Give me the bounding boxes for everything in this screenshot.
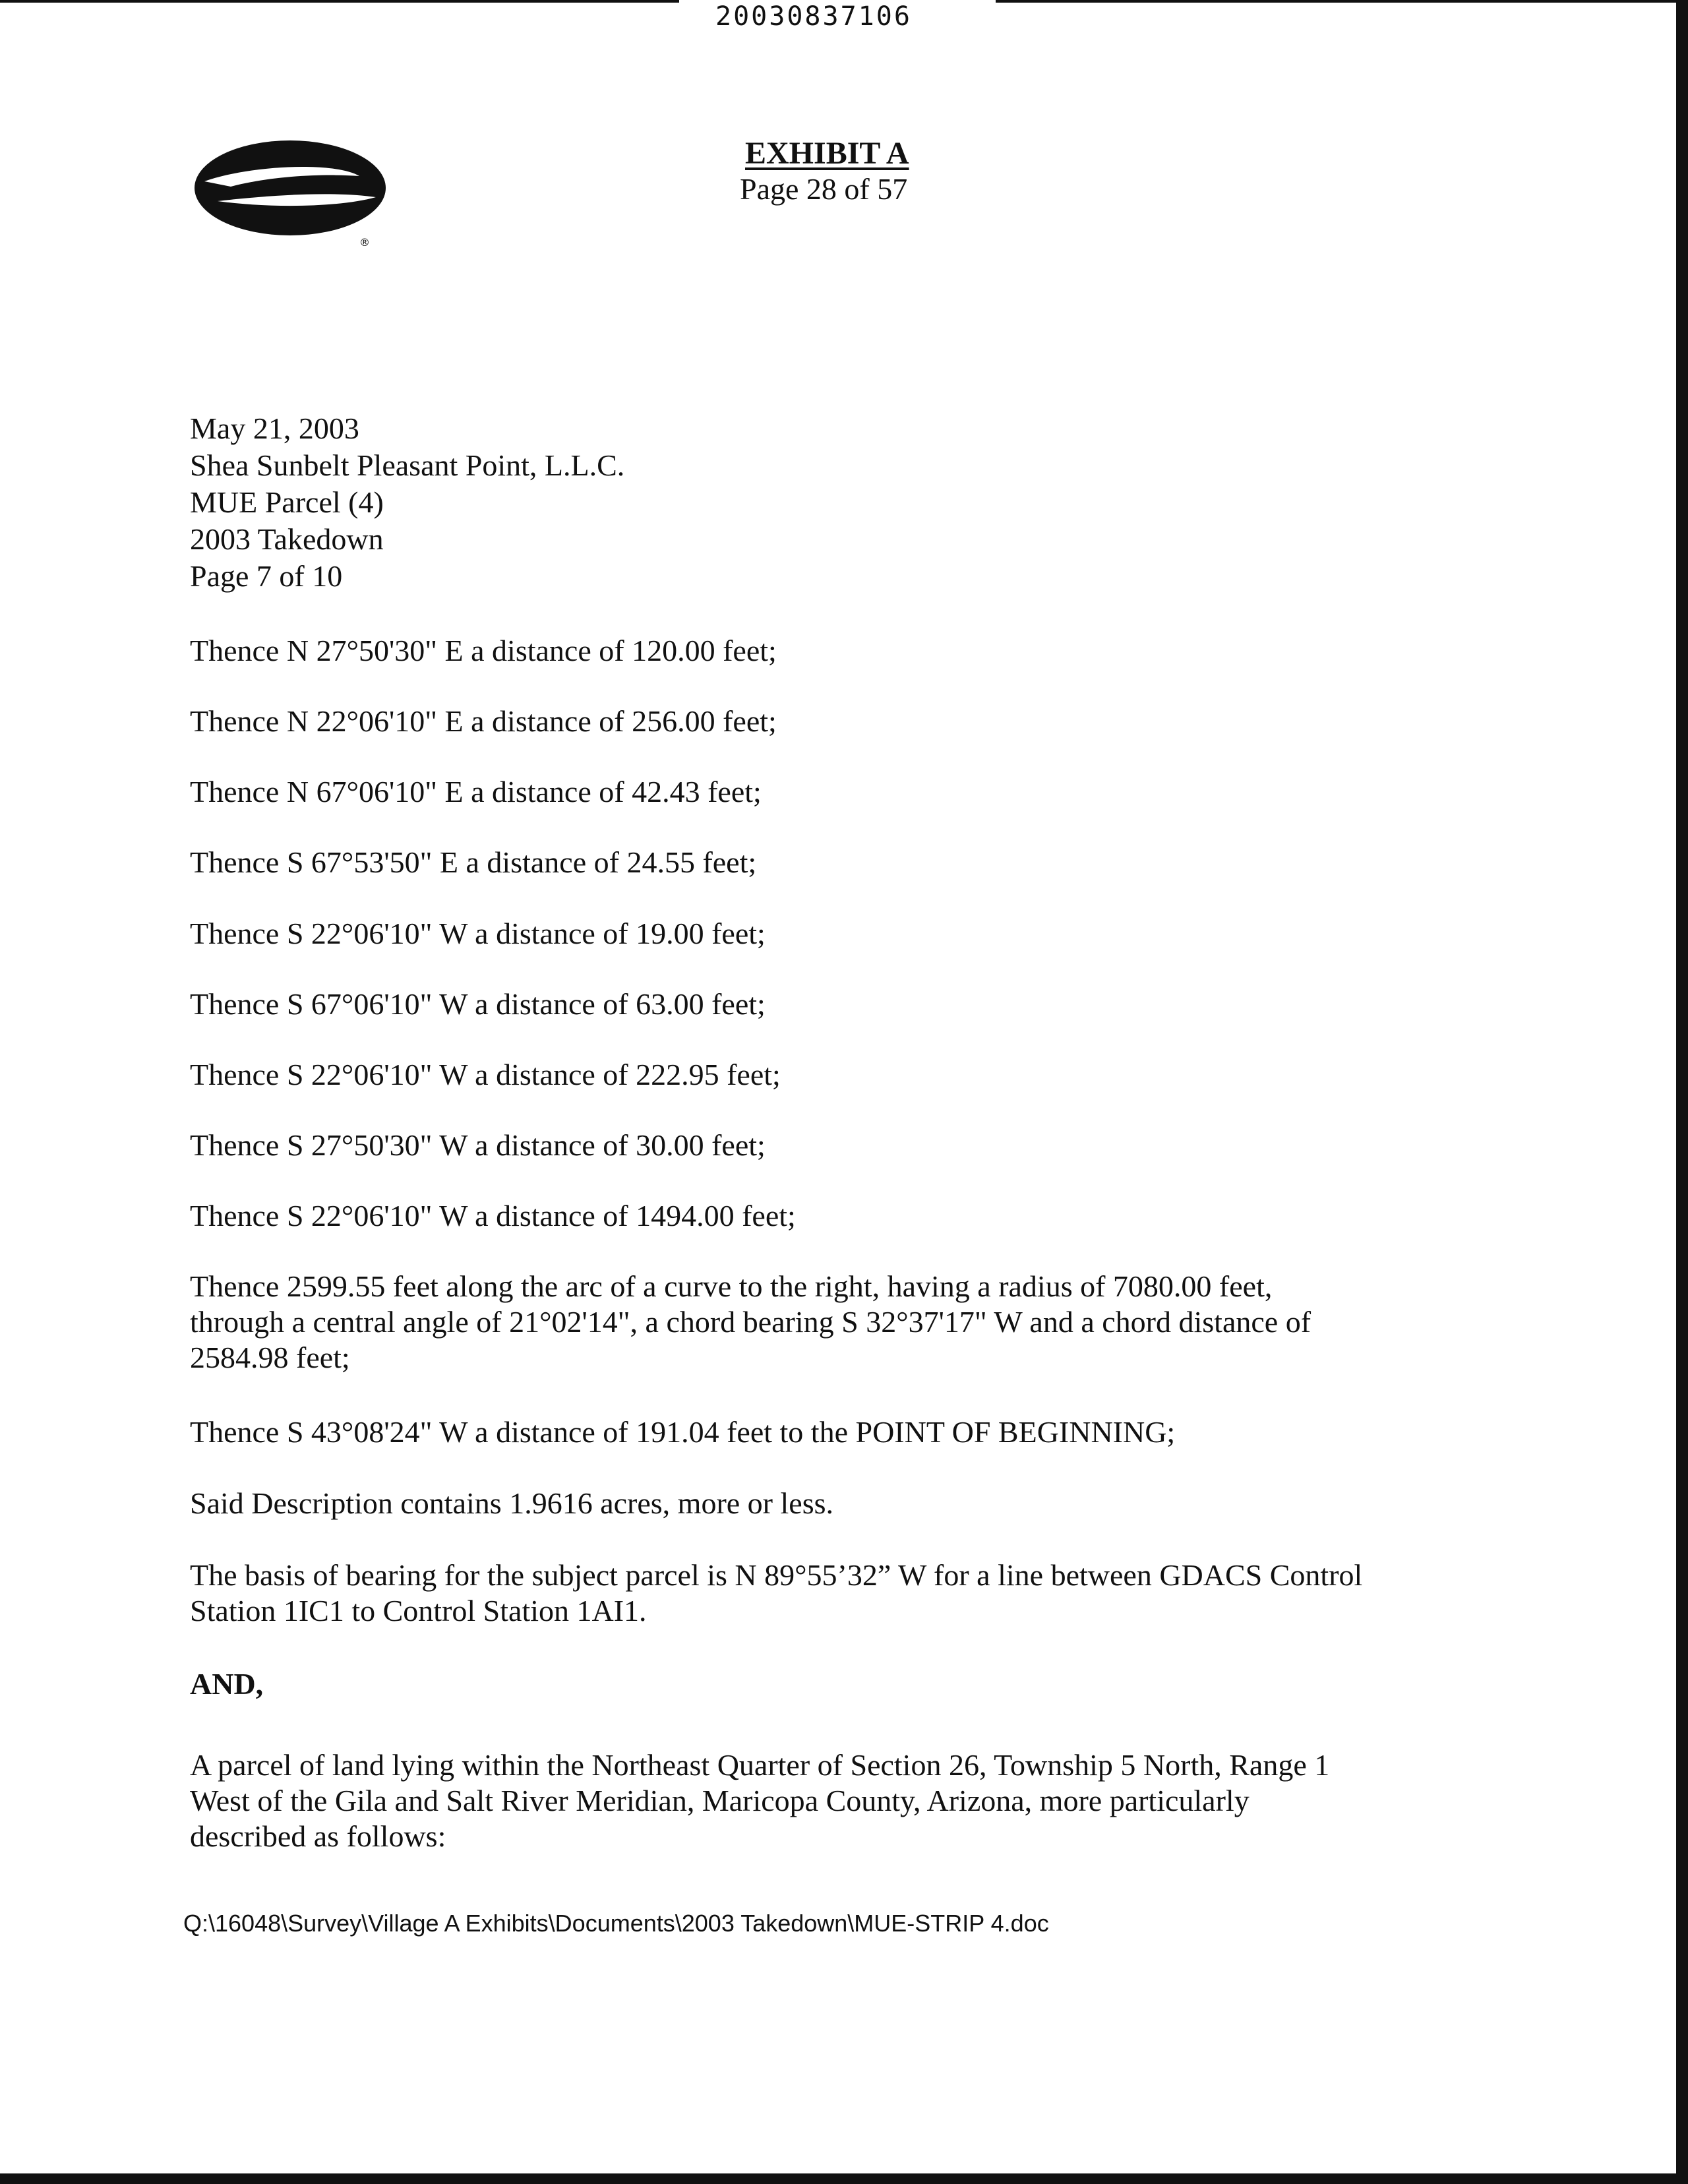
final-course: Thence S 43°08'24" W a distance of 191.04 feet to the POINT OF BEGINNING; [190, 1415, 1176, 1449]
scan-border-right [1676, 0, 1688, 2184]
parcel-desc-line-1: A parcel of land lying within the Northeast Quarter of Section 26, Township 5 North, Range 1 [190, 1748, 1330, 1782]
header-block [190, 410, 624, 595]
course-line: Thence S 67°06'10" W a distance of 63.00 feet; [190, 987, 766, 1021]
scan-border-top [0, 0, 679, 3]
header-date: May 21, 2003 [190, 411, 359, 445]
course-line: Thence S 22°06'10" W a distance of 222.95 feet; [190, 1058, 781, 1091]
basis-line-2: Station 1IC1 to Control Station 1AI1. [190, 1594, 647, 1627]
course-line: Thence S 22°06'10" W a distance of 19.00 feet; [190, 917, 766, 950]
header-company: Shea Sunbelt Pleasant Point, L.L.C. [190, 448, 625, 482]
course-line: Thence N 27°50'30" E a distance of 120.00 feet; [190, 634, 777, 667]
exhibit-title: EXHIBIT A [745, 136, 909, 171]
footer-file-path: Q:\16048\Survey\Village A Exhibits\Documents\2003 Takedown\MUE-STRIP 4.doc [183, 1910, 1049, 1937]
header-page: Page 7 of 10 [190, 559, 343, 593]
acreage-statement: Said Description contains 1.9616 acres, more or less. [190, 1486, 833, 1520]
curve-line-3: 2584.98 feet; [190, 1341, 350, 1374]
svg-text:®: ® [359, 236, 370, 249]
and-label: AND, [190, 1667, 264, 1701]
scan-border-top-right [996, 0, 1688, 3]
course-line: Thence S 67°53'50" E a distance of 24.55 feet; [190, 845, 757, 879]
curve-line-2: through a central angle of 21°02'14", a chord bearing S 32°37'17" W and a chord distance of [190, 1305, 1311, 1339]
course-line: Thence S 27°50'30" W a distance of 30.00 feet; [190, 1128, 766, 1162]
basis-line-1: The basis of bearing for the subject parcel is N 89°55’32” W for a line between GDACS Control [190, 1558, 1363, 1592]
parcel-desc-line-2: West of the Gila and Salt River Meridian, Maricopa County, Arizona, more particularly [190, 1784, 1250, 1817]
course-line: Thence S 22°06'10" W a distance of 1494.00 feet; [190, 1199, 796, 1232]
exhibit-page-number: Page 28 of 57 [740, 172, 908, 206]
header-takedown: 2003 Takedown [190, 522, 384, 556]
parcel-desc-line-3: described as follows: [190, 1819, 446, 1853]
header-parcel: MUE Parcel (4) [190, 485, 384, 519]
course-line: Thence N 67°06'10" E a distance of 42.43 feet; [190, 775, 762, 808]
course-line: Thence N 22°06'10" E a distance of 256.00 feet; [190, 704, 777, 738]
company-logo [191, 135, 389, 254]
recording-number: 20030837106 [715, 1, 912, 32]
s-logo-icon [191, 135, 389, 254]
scan-border-bottom [0, 2173, 1688, 2184]
curve-line-1: Thence 2599.55 feet along the arc of a curve to the right, having a radius of 7080.00 feet, [190, 1269, 1273, 1303]
